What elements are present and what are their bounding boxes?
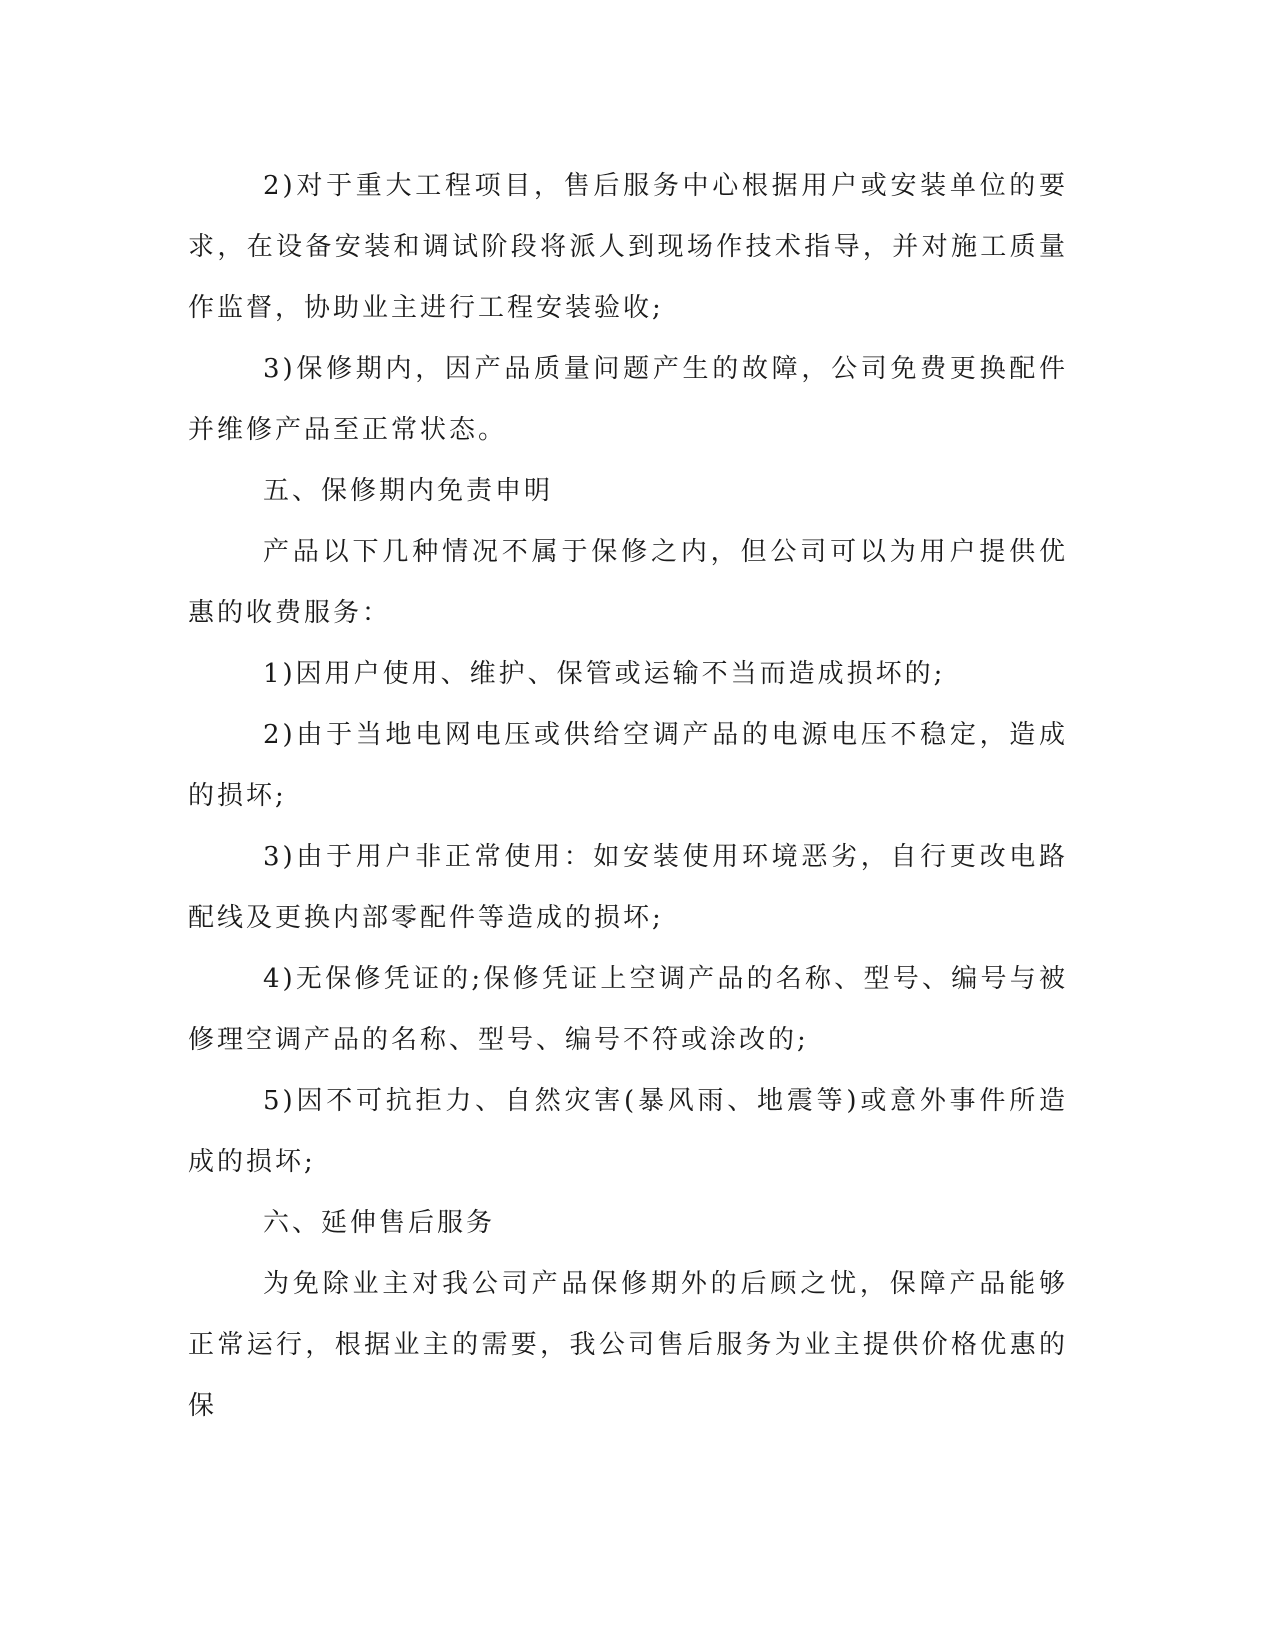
document-body [188, 156, 1068, 1437]
list-item-improper-use: 1)因用户使用、维护、保管或运输不当而造成损坏的; [263, 659, 946, 689]
paragraph-warranty-free-repair: 3)保修期内，因产品质量问题产生的故障，公司免费更换配件并维修产品至正常状态。 [188, 354, 1068, 445]
list-item-voltage-instability: 2)由于当地电网电压或供给空调产品的电源电压不稳定，造成的损坏; [188, 720, 1068, 811]
paragraph-disclaimer-intro: 产品以下几种情况不属于保修之内，但公司可以为用户提供优惠的收费服务： [188, 537, 1068, 628]
section-heading-disclaimer: 五、保修期内免责申明 [263, 476, 554, 506]
list-item-abnormal-use: 3)由于用户非正常使用：如安装使用环境恶劣，自行更改电路配线及更换内部零配件等造成的损坏; [188, 842, 1068, 933]
paragraph-extended-service: 为免除业主对我公司产品保修期外的后顾之忧，保障产品能够正常运行，根据业主的需要，我公司售后服务为业主提供价格优惠的保 [188, 1269, 1068, 1421]
paragraph-major-project-guidance: 2)对于重大工程项目，售后服务中心根据用户或安装单位的要求，在设备安装和调试阶段将派人到现场作技术指导，并对施工质量作监督，协助业主进行工程安装验收; [188, 171, 1068, 323]
list-item-force-majeure: 5)因不可抗拒力、自然灾害(暴风雨、地震等)或意外事件所造成的损坏; [188, 1086, 1068, 1177]
list-item-no-warranty-certificate: 4)无保修凭证的;保修凭证上空调产品的名称、型号、编号与被修理空调产品的名称、型号、编号不符或涂改的; [188, 964, 1068, 1055]
section-heading-extended-service: 六、延伸售后服务 [263, 1208, 496, 1238]
